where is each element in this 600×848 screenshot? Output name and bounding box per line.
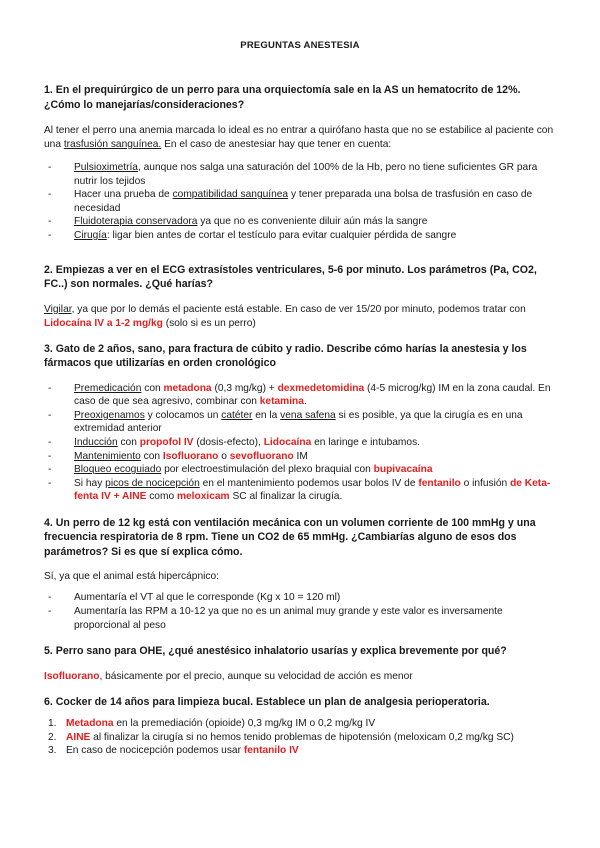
- item-text: con: [141, 382, 164, 394]
- answer-1-list: [44, 161, 556, 243]
- drug-highlight: bupivacaína: [373, 464, 433, 476]
- drug-highlight: de Keta-fenta IV + AINE: [74, 477, 551, 503]
- drug-highlight: ketamina: [259, 396, 304, 408]
- drug-highlight: metadona: [163, 382, 212, 394]
- list-item: [44, 717, 556, 731]
- item-text: con: [117, 436, 140, 448]
- item-text: y tener preparada una bolsa de trasfusión en caso de necesidad: [74, 189, 533, 214]
- drug-highlight: dexmedetomidina: [277, 382, 365, 394]
- list-item: - Aumentaría las RPM a 10-12 ya que no es un animal muy grande y este valor es inversamente proporcional al peso: [44, 605, 556, 632]
- item-text: IM: [293, 450, 308, 462]
- answer-1-text: Al tener el perro una anemia marcada lo ideal es no entrar a quirófano hasta que no se estabilice al paciente con una: [44, 125, 554, 150]
- answer-5: [44, 670, 556, 684]
- drug-highlight: Lidocaína: [263, 436, 312, 448]
- item-text: en el mantenimiento podemos usar bolos IV de: [199, 477, 419, 489]
- list-item: [44, 409, 556, 436]
- item-text: , aunque nos salga una saturación del 100% de la Hb, pero no tiene suficientes GR para nutrir los tejidos: [74, 162, 538, 187]
- answer-1-text-end: En el caso de anestesiar hay que tener en cuenta:: [161, 139, 392, 150]
- drug-highlight: meloxicam: [176, 491, 230, 503]
- answer-1-intro: [44, 124, 556, 152]
- item-number: 2.: [48, 731, 57, 743]
- item-term: vena safena: [280, 409, 336, 421]
- item-number: 1.: [48, 718, 57, 730]
- item-term: Pulsioximetría: [74, 162, 138, 173]
- item-text: .: [303, 396, 307, 408]
- item-text: ya que no es conveniente diluir aún más la sangre: [197, 216, 428, 228]
- drug-highlight: Isofluorano: [44, 670, 100, 682]
- list-item: [44, 229, 556, 243]
- drug-highlight: Lidocaína IV a 1-2 mg/kg: [44, 317, 163, 329]
- item-text: al finalizar la cirugía si no hemos tenido problemas de hipotensión (meloxicam 0,2 mg/kg SC): [90, 731, 514, 743]
- drug-highlight: propofol IV: [139, 436, 194, 448]
- item-term: Premedicación: [74, 382, 142, 394]
- drug-highlight: fentanilo IV: [243, 745, 299, 757]
- item-text: en la premediación (opioide) 0,3 mg/kg IM o 0,2 mg/kg IV: [113, 718, 376, 730]
- list-item: [44, 477, 556, 504]
- answer-2-text-end: (solo si es un perro): [162, 317, 256, 329]
- item-text: o infusión: [460, 477, 511, 489]
- list-item: [44, 215, 556, 229]
- item-text: (0,3 mg/kg) +: [211, 382, 278, 394]
- answer-5-text: , básicamente por el precio, aunque su velocidad de acción es menor: [99, 670, 413, 682]
- list-item: [44, 744, 556, 758]
- list-item: [44, 450, 556, 464]
- item-text: Hacer una prueba de: [74, 189, 173, 201]
- item-number: 3.: [48, 745, 57, 757]
- list-item: [44, 731, 556, 745]
- document-title: PREGUNTAS ANESTESIA: [240, 40, 360, 51]
- question-5: 5. Perro sano para OHE, ¿qué anestésico inhalatorio usarías y explica brevemente por qué?: [44, 645, 507, 658]
- answer-2: [44, 303, 556, 331]
- answer-1-underline: trasfusión sanguínea.: [63, 139, 162, 150]
- item-text: (4-5 microg/kg) IM en la zona caudal. En caso de que sea agresivo, combinar con: [74, 382, 551, 408]
- drug-highlight: Metadona: [66, 718, 114, 730]
- answer-6-list: [44, 717, 556, 758]
- drug-highlight: AINE: [66, 731, 91, 743]
- item-term: Preoxigenamos: [74, 409, 145, 421]
- item-term: picos de nocicepción: [105, 477, 200, 489]
- item-term: Inducción: [74, 436, 118, 448]
- item-text: (dosis-efecto),: [193, 436, 264, 448]
- answer-2-term: Vigilar: [44, 303, 72, 315]
- question-2: 2. Empiezas a ver en el ECG extrasístoles ventriculares, 5-6 por minuto. Los parámetros (Pa, CO2, FC..) son normales. ¿Qué harías?: [44, 263, 537, 291]
- list-item: [44, 463, 556, 477]
- item-text: en la: [252, 409, 281, 421]
- item-term: catéter: [221, 409, 253, 421]
- item-term: Bloqueo ecoguiado: [74, 464, 162, 476]
- item-text: Si hay: [74, 477, 106, 489]
- drug-highlight: sevofluorano: [229, 450, 294, 462]
- item-text: y colocamos un: [144, 409, 222, 421]
- list-item: [44, 188, 556, 215]
- item-text: por electroestimulación del plexo braquial con: [161, 464, 374, 476]
- item-text: En caso de nocicepción podemos usar: [66, 745, 244, 757]
- item-term: Cirugía: [74, 229, 107, 241]
- item-text: o: [218, 450, 230, 462]
- item-text: como: [146, 491, 177, 503]
- list-item: [44, 161, 556, 188]
- answer-2-text: , ya que por lo demás el paciente está estable. En caso de ver 15/20 por minuto, podemos tratar con: [71, 303, 526, 315]
- item-text: si es posible, ya que la cirugía es en una extremidad anterior: [74, 409, 523, 435]
- item-text: SC al finalizar la cirugía.: [229, 491, 343, 503]
- list-item: [44, 382, 556, 409]
- drug-highlight: fentanilo: [418, 477, 461, 489]
- item-text: en laringe e intubamos.: [311, 436, 421, 448]
- question-4: 4. Un perro de 12 kg está con ventilación mecánica con un volumen corriente de 100 mmHg y una frecuencia respiratoria de 8 rpm. Tiene un CO2 de 65 mmHg. ¿Cambiarías alguno de esos dos parámetros? Si es que sí explica cómo.: [44, 516, 536, 558]
- list-item: [44, 436, 556, 450]
- answer-4: Sí, ya que el animal está hipercápnico:: [44, 571, 219, 583]
- item-text: con: [140, 450, 163, 462]
- question-3: 3. Gato de 2 años, sano, para fractura de cúbito y radio. Describe cómo harías la anestesia y los fármacos que utilizarías en orden cronológico: [44, 342, 527, 370]
- question-6: 6. Cocker de 14 años para limpieza bucal. Establece un plan de analgesia perioperatoria.: [44, 695, 490, 708]
- item-term: Fluidoterapia conservadora: [74, 216, 198, 228]
- list-item: - Aumentaría el VT al que le corresponde (Kg x 10 = 120 ml): [44, 591, 556, 605]
- question-1: 1. En el prequirúrgico de un perro para una orquiectomía sale en la AS un hematocrito de 12%. ¿Cómo lo manejarías/consideraciones?: [44, 84, 521, 111]
- item-term: Mantenimiento: [74, 450, 141, 462]
- item-text: : ligar bien antes de cortar el testículo para evitar cualquier pérdida de sangre: [106, 229, 457, 241]
- answer-3-list: [44, 382, 556, 504]
- drug-highlight: Isofluorano: [162, 450, 219, 462]
- answer-4-list: [44, 591, 556, 632]
- item-term: compatibilidad sanguínea: [172, 189, 289, 201]
